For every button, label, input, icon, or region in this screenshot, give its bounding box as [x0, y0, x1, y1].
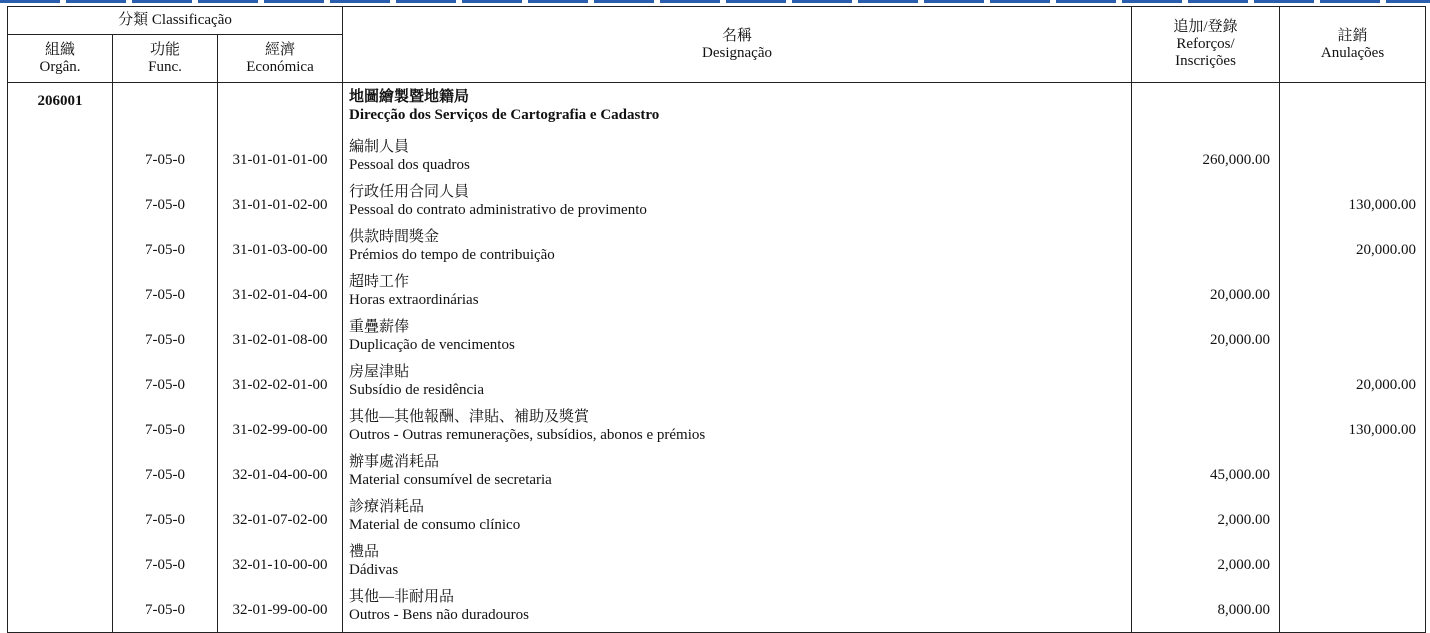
func-code: 7-05-0: [113, 182, 218, 227]
designation: [343, 317, 1132, 362]
econ-code: 31-02-02-01-00: [218, 362, 343, 407]
organ-cell: [8, 227, 113, 272]
anulacao-amount: 20,000.00: [1280, 362, 1426, 407]
header-reforcos: [1132, 7, 1280, 83]
econ-code: 31-02-99-00-00: [218, 407, 343, 452]
org-code: 206001: [8, 83, 113, 138]
reforco-amount: [1132, 182, 1280, 227]
organ-cell: [8, 272, 113, 317]
table-row: [8, 497, 1426, 542]
anulacao-amount: [1280, 137, 1426, 182]
func-code: 7-05-0: [113, 317, 218, 362]
table-row: [8, 362, 1426, 407]
table-row: [8, 137, 1426, 182]
budget-table: [7, 6, 1426, 633]
reforco-amount: [1132, 227, 1280, 272]
org-reforco-cell: [1132, 83, 1280, 138]
anulacao-amount: [1280, 452, 1426, 497]
designation-pt: Subsídio de residência: [349, 382, 484, 398]
anulacao-amount: [1280, 587, 1426, 633]
header-func-zh: 功能: [149, 41, 180, 58]
header-designacao: [343, 7, 1132, 83]
org-func-cell: [113, 83, 218, 138]
anulacao-amount: [1280, 272, 1426, 317]
header-organ-pt: Orgân.: [39, 58, 81, 75]
designation: [343, 452, 1132, 497]
table-row: [8, 317, 1426, 362]
designation-zh: 行政任用合同人員: [349, 184, 470, 200]
designation-zh: 供款時間獎金: [349, 229, 440, 245]
header-econ-pt: Económica: [246, 58, 314, 75]
designation: [343, 542, 1132, 587]
organ-cell: [8, 317, 113, 362]
designation-zh: 診療消耗品: [349, 499, 425, 515]
designation: [343, 362, 1132, 407]
econ-code: 31-01-03-00-00: [218, 227, 343, 272]
func-code: 7-05-0: [113, 452, 218, 497]
econ-code: 31-02-01-08-00: [218, 317, 343, 362]
designation: [343, 407, 1132, 452]
anulacao-amount: [1280, 497, 1426, 542]
table-row: [8, 587, 1426, 633]
designation-pt: Material de consumo clínico: [349, 517, 521, 533]
func-code: 7-05-0: [113, 587, 218, 633]
organ-cell: [8, 362, 113, 407]
header-reforcos-pt1: Reforços/: [1176, 36, 1235, 52]
designation-pt: Duplicação de vencimentos: [349, 337, 515, 353]
designation: [343, 272, 1132, 317]
designation-zh: 房屋津貼: [349, 364, 410, 380]
reforco-amount: [1132, 362, 1280, 407]
econ-code: 31-02-01-04-00: [218, 272, 343, 317]
table-row: [8, 227, 1426, 272]
reforco-amount: 8,000.00: [1132, 587, 1280, 633]
table-row: [8, 452, 1426, 497]
org-econ-cell: [218, 83, 343, 138]
organ-cell: [8, 182, 113, 227]
header-reforcos-pt2: Inscrições: [1175, 53, 1236, 69]
func-code: 7-05-0: [113, 272, 218, 317]
designation-pt: Horas extraordinárias: [349, 292, 479, 308]
designation-zh: 禮品: [349, 544, 380, 560]
header-econ: [218, 35, 343, 83]
header-designacao-zh: 名稱: [722, 27, 753, 44]
reforco-amount: 45,000.00: [1132, 452, 1280, 497]
table-row: [8, 182, 1426, 227]
org-name-pt: Direcção dos Serviços de Cartografia e Cadastro: [349, 107, 660, 123]
organ-cell: [8, 587, 113, 633]
organ-cell: [8, 407, 113, 452]
table-row: [8, 407, 1426, 452]
organ-cell: [8, 497, 113, 542]
header-anulacoes-zh: 註銷: [1337, 27, 1368, 44]
header-func-pt: Func.: [148, 58, 182, 75]
func-code: 7-05-0: [113, 542, 218, 587]
reforco-amount: 20,000.00: [1132, 272, 1280, 317]
organ-cell: [8, 452, 113, 497]
header-classificacao: 分類 Classificação: [8, 7, 343, 35]
header-reforcos-zh: 追加/登錄: [1173, 19, 1238, 35]
designation: [343, 497, 1132, 542]
top-border-line: [0, 0, 1430, 3]
designation-zh: 編制人員: [349, 139, 410, 155]
econ-code: 31-01-01-02-00: [218, 182, 343, 227]
func-code: 7-05-0: [113, 362, 218, 407]
designation: [343, 182, 1132, 227]
reforco-amount: 260,000.00: [1132, 137, 1280, 182]
anulacao-amount: [1280, 542, 1426, 587]
designation-pt: Outros - Outras remunerações, subsídios, abonos e prémios: [349, 427, 706, 443]
org-name-zh: 地圖繪製暨地籍局: [349, 89, 470, 105]
anulacao-amount: 20,000.00: [1280, 227, 1426, 272]
func-code: 7-05-0: [113, 137, 218, 182]
econ-code: 32-01-10-00-00: [218, 542, 343, 587]
header-econ-zh: 經濟: [265, 41, 296, 58]
header-anulacoes: [1280, 7, 1426, 83]
designation-zh: 辦事處消耗品: [349, 454, 440, 470]
table-row: [8, 542, 1426, 587]
designation: [343, 137, 1132, 182]
organ-cell: [8, 542, 113, 587]
header-organ: [8, 35, 113, 83]
reforco-amount: 2,000.00: [1132, 542, 1280, 587]
anulacao-amount: 130,000.00: [1280, 182, 1426, 227]
organ-cell: [8, 137, 113, 182]
org-anulacao-cell: [1280, 83, 1426, 138]
designation-pt: Outros - Bens não duradouros: [349, 607, 529, 623]
econ-code: 32-01-04-00-00: [218, 452, 343, 497]
func-code: 7-05-0: [113, 497, 218, 542]
designation-pt: Material consumível de secretaria: [349, 472, 552, 488]
designation-zh: 其他—其他報酬、津貼、補助及獎賞: [349, 409, 590, 425]
designation-pt: Dádivas: [349, 562, 399, 578]
econ-code: 32-01-99-00-00: [218, 587, 343, 633]
econ-code: 31-01-01-01-00: [218, 137, 343, 182]
reforco-amount: 20,000.00: [1132, 317, 1280, 362]
reforco-amount: 2,000.00: [1132, 497, 1280, 542]
anulacao-amount: [1280, 317, 1426, 362]
designation-zh: 其他—非耐用品: [349, 589, 455, 605]
func-code: 7-05-0: [113, 407, 218, 452]
designation: [343, 227, 1132, 272]
designation: [343, 587, 1132, 633]
reforco-amount: [1132, 407, 1280, 452]
header-designacao-pt: Designação: [702, 44, 772, 61]
org-name: [343, 83, 1132, 138]
table-body: [8, 83, 1426, 633]
header-func: [113, 35, 218, 83]
econ-code: 32-01-07-02-00: [218, 497, 343, 542]
header-organ-zh: 組織: [44, 41, 75, 58]
func-code: 7-05-0: [113, 227, 218, 272]
anulacao-amount: 130,000.00: [1280, 407, 1426, 452]
table-row: [8, 272, 1426, 317]
designation-zh: 重疊薪俸: [349, 319, 410, 335]
designation-pt: Prémios do tempo de contribuição: [349, 247, 555, 263]
org-row: [8, 83, 1426, 138]
designation-zh: 超時工作: [349, 274, 410, 290]
designation-pt: Pessoal do contrato administrativo de provimento: [349, 202, 647, 218]
designation-pt: Pessoal dos quadros: [349, 157, 470, 173]
header-anulacoes-pt: Anulações: [1320, 44, 1385, 61]
